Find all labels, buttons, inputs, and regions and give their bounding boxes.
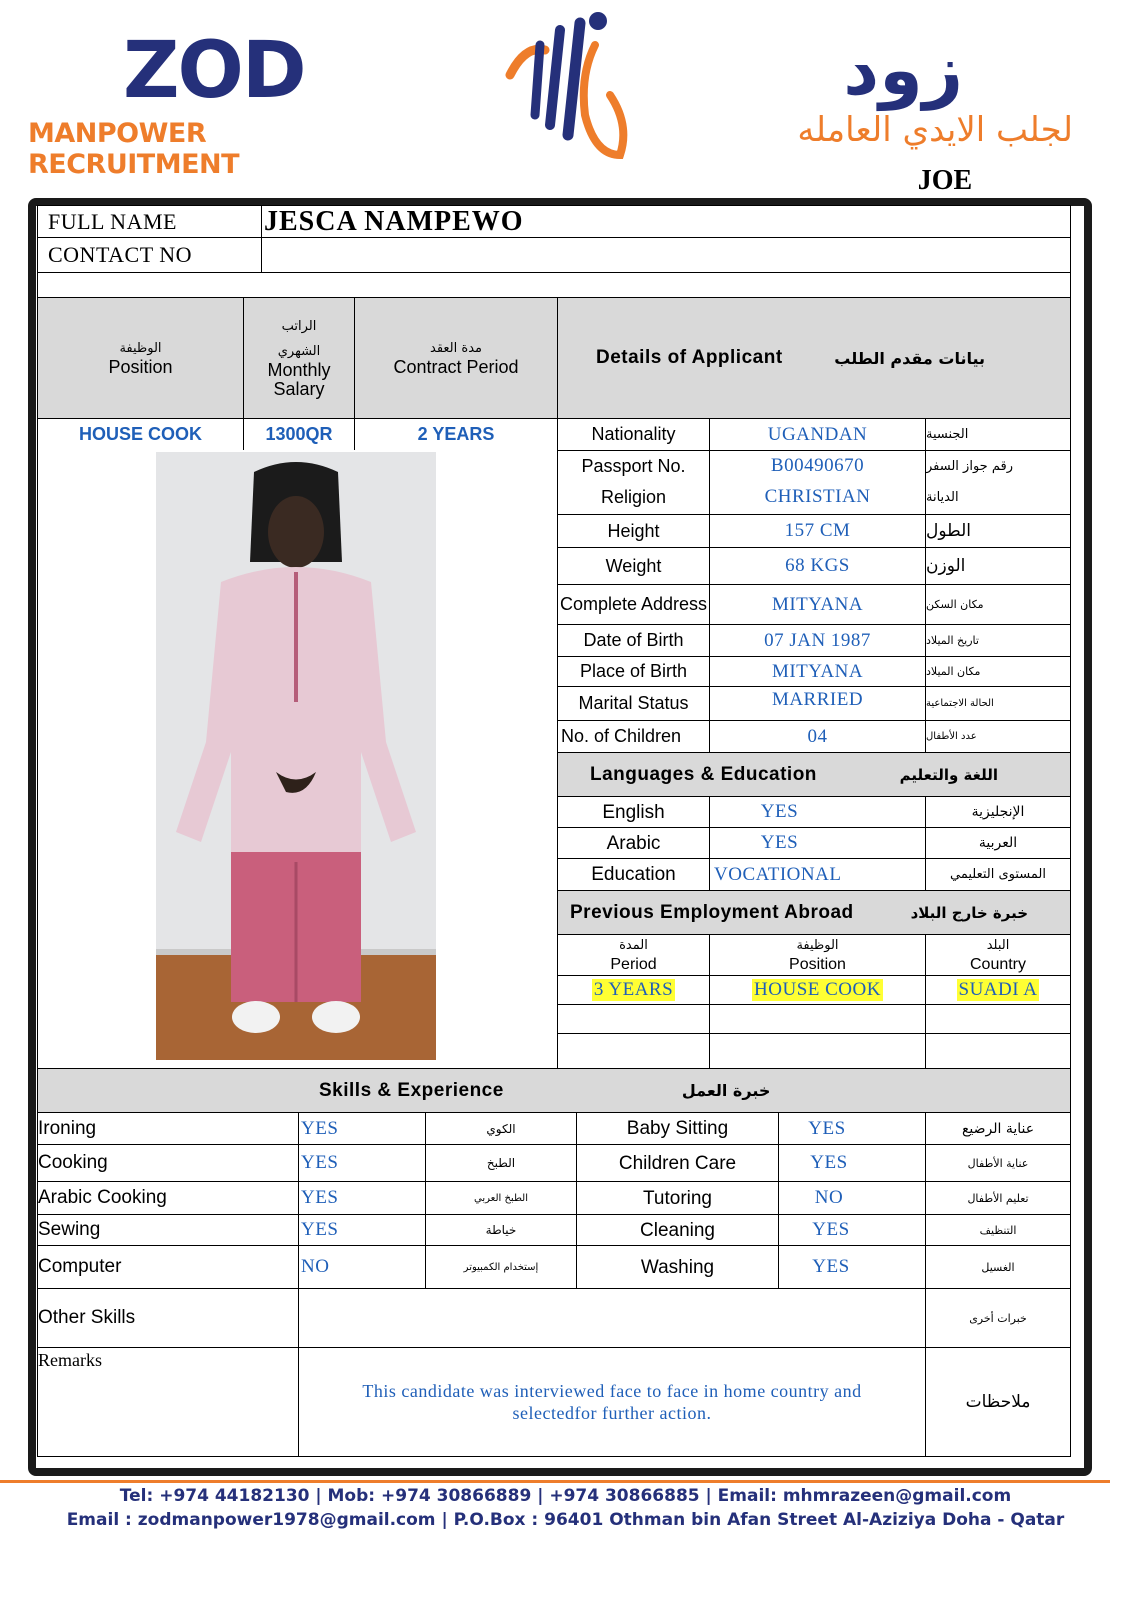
language-row-value: YES xyxy=(709,827,926,859)
details-row-ar: الطول xyxy=(925,514,1071,548)
language-row-ar: الإنجليزية xyxy=(925,796,1071,828)
details-row-label: No. of Children xyxy=(557,720,710,753)
skill-value: YES xyxy=(298,1144,426,1182)
employment-period-text: 3 YEARS xyxy=(593,979,674,1000)
skill-label: Cooking xyxy=(37,1144,299,1182)
details-row-ar: رقم جواز السفر xyxy=(925,450,1071,481)
brand-logo-en xyxy=(28,28,408,180)
skill-ar: الطبخ xyxy=(425,1144,577,1182)
employment-period-ar: المدة xyxy=(619,938,648,953)
details-header xyxy=(557,297,1071,419)
skill-ar: الطبخ العربي xyxy=(425,1181,577,1215)
language-row-label: Arabic xyxy=(557,827,710,859)
skill-value: YES xyxy=(298,1112,426,1145)
skill-label: Ironing xyxy=(37,1112,299,1145)
details-row-ar: مكان الميلاد xyxy=(925,656,1071,687)
employment-country-ar: البلد xyxy=(986,938,1010,953)
agent-code: JOE xyxy=(917,165,973,196)
contract-header xyxy=(354,297,558,419)
salary-header-ar-1: الراتب xyxy=(281,319,317,334)
employment-title-ar: خبرة خارج البلاد xyxy=(910,903,1028,922)
skill-value: NO xyxy=(778,1181,926,1215)
details-row-ar: عدد الأطفال xyxy=(925,720,1071,753)
details-row-ar: الوزن xyxy=(925,547,1071,585)
details-row-ar: تاريخ الميلاد xyxy=(925,624,1071,657)
details-row-value: MARRIED xyxy=(709,686,926,721)
contract-value: 2 YEARS xyxy=(354,418,558,451)
details-row-ar: الديانة xyxy=(925,480,1071,515)
skill-value: YES xyxy=(298,1214,426,1246)
skill-ar: إستخدام الكمبيوتر xyxy=(425,1245,577,1289)
employment-period-en: Period xyxy=(610,956,657,973)
skill-label: Arabic Cooking xyxy=(37,1181,299,1215)
footer-divider xyxy=(0,1480,1110,1483)
details-row-label: Weight xyxy=(557,547,710,585)
details-row-label: Passport No. xyxy=(557,450,710,481)
skill-ar: الغسيل xyxy=(925,1245,1071,1289)
footer-contact xyxy=(0,1484,1131,1532)
other-skills-label: Other Skills xyxy=(37,1288,299,1348)
languages-header xyxy=(557,752,1071,797)
skill-label: Sewing xyxy=(37,1214,299,1246)
applicant-photo-icon xyxy=(156,452,436,1060)
applicant-photo xyxy=(156,452,436,1060)
skill-value: YES xyxy=(778,1214,926,1246)
details-row-value: CHRISTIAN xyxy=(709,480,926,515)
language-row-ar: المستوى التعليمي xyxy=(925,858,1071,891)
skill-ar: خياطة xyxy=(425,1214,577,1246)
details-row-ar: الجنسية xyxy=(925,418,1071,451)
salary-header-en-1: Monthly xyxy=(267,360,331,380)
skill-label: Cleaning xyxy=(576,1214,779,1246)
details-row-value: 07 JAN 1987 xyxy=(709,624,926,657)
skill-ar: تعليم الأطفال xyxy=(925,1181,1071,1215)
language-row-value: VOCATIONAL xyxy=(709,858,926,891)
employment-country-value xyxy=(925,975,1071,1005)
employment-position-header xyxy=(709,934,926,976)
other-skills-value xyxy=(298,1288,926,1348)
salary-header xyxy=(243,297,355,419)
details-row-value: MITYANA xyxy=(709,584,926,625)
footer-line-2: Email : zodmanpower1978@gmail.com | P.O.Box : 96401 Othman bin Afan Street Al-Aziziya Doha - Qatar xyxy=(66,1510,1065,1530)
employment-empty-cell xyxy=(925,1033,1071,1069)
details-row-label: Nationality xyxy=(557,418,710,451)
brand-logo-ar xyxy=(713,30,1073,150)
skill-label: Children Care xyxy=(576,1144,779,1182)
employment-position-ar: الوظيفة xyxy=(796,938,839,953)
employment-period-header xyxy=(557,934,710,976)
employment-title: Previous Employment Abroad xyxy=(570,901,854,923)
skill-value: YES xyxy=(778,1112,926,1145)
language-row-ar: العربية xyxy=(925,827,1071,859)
details-row-value: B00490670 xyxy=(709,450,926,481)
contract-header-ar: مدة العقد xyxy=(430,341,482,356)
skill-label: Baby Sitting xyxy=(576,1112,779,1145)
position-value: HOUSE COOK xyxy=(37,418,244,451)
details-row-value: 157 CM xyxy=(709,514,926,548)
brand-subtitle: MANPOWER RECRUITMENT xyxy=(28,118,240,180)
skill-ar: الكوي xyxy=(425,1112,577,1145)
employment-empty-cell xyxy=(925,1004,1071,1034)
employment-empty-cell xyxy=(709,1033,926,1069)
employment-position-value xyxy=(709,975,926,1005)
employment-position-text: HOUSE COOK xyxy=(754,979,881,1000)
salary-header-en-2: Salary xyxy=(273,379,325,399)
languages-title: Languages & Education xyxy=(590,763,817,785)
details-row-label: Complete Address xyxy=(557,584,710,625)
details-row-value: MITYANA xyxy=(709,656,926,687)
skill-label: Computer xyxy=(37,1245,299,1289)
skill-label: Tutoring xyxy=(576,1181,779,1215)
skill-value: NO xyxy=(298,1245,426,1289)
employment-empty-cell xyxy=(557,1004,710,1034)
employment-country-text: SUADI A xyxy=(958,979,1038,1000)
languages-title-ar: اللغة والتعليم xyxy=(899,765,998,784)
details-row-label: Marital Status xyxy=(557,686,710,721)
details-row-label: Height xyxy=(557,514,710,548)
details-row-value: 04 xyxy=(709,720,926,753)
employment-country-en: Country xyxy=(969,956,1027,973)
skill-value: YES xyxy=(298,1181,426,1215)
contact-label: CONTACT NO xyxy=(37,237,262,273)
contract-header-en: Contract Period xyxy=(393,357,519,377)
employment-header xyxy=(557,890,1071,935)
details-row-label: Place of Birth xyxy=(557,656,710,687)
skill-ar: التنظيف xyxy=(925,1214,1071,1246)
details-row-value: UGANDAN xyxy=(709,418,926,451)
footer-line-1: Tel: +974 44182130 | Mob: +974 30866889 | +974 30866885 | Email: mhmrazeen@gmail.com xyxy=(119,1486,1012,1506)
employment-empty-cell xyxy=(557,1033,710,1069)
skills-title-ar: خبرة العمل xyxy=(681,1081,771,1100)
salary-value: 1300QR xyxy=(243,418,355,451)
skill-ar: عناية الرضيع xyxy=(925,1112,1071,1145)
skills-title: Skills & Experience xyxy=(319,1079,504,1101)
brand-subtitle-ar: لجلب الايدي العامله xyxy=(797,110,1073,150)
brand-name-ar: زود xyxy=(843,29,963,111)
skill-value: YES xyxy=(778,1144,926,1182)
brand-name: ZOD xyxy=(123,26,305,116)
full-name-label: FULL NAME xyxy=(37,205,262,238)
employment-country-header xyxy=(925,934,1071,976)
contact-value xyxy=(261,237,1071,273)
remarks-text: This candidate was interviewed face to face in home country and selectedfor further action. xyxy=(298,1347,926,1457)
details-title: Details of Applicant xyxy=(596,347,783,368)
skills-header xyxy=(37,1068,1071,1113)
language-row-value: YES xyxy=(709,796,926,828)
position-header-en: Position xyxy=(108,357,173,377)
language-row-label: Education xyxy=(557,858,710,891)
details-row-label: Date of Birth xyxy=(557,624,710,657)
logo-mark-icon xyxy=(500,5,640,175)
details-row-ar: مكان السكن xyxy=(925,584,1071,625)
employment-empty-cell xyxy=(709,1004,926,1034)
employment-position-en: Position xyxy=(789,956,846,973)
salary-header-ar-2: الشهري xyxy=(277,344,321,359)
remarks-ar: ملاحظات xyxy=(925,1347,1071,1457)
spacer-row xyxy=(37,272,1071,298)
details-row-label: Religion xyxy=(557,480,710,515)
details-row-ar: الحالة الاجتماعية xyxy=(925,686,1071,721)
details-row-value: 68 KGS xyxy=(709,547,926,585)
language-row-label: English xyxy=(557,796,710,828)
skill-label: Washing xyxy=(576,1245,779,1289)
skill-ar: عناية الأطفال xyxy=(925,1144,1071,1182)
details-title-ar: بيانات مقدم الطلب xyxy=(834,348,985,368)
other-skills-ar: خبرات أخرى xyxy=(925,1288,1071,1348)
position-header-ar: الوظيفة xyxy=(119,341,162,356)
full-name-value: JESCA NAMPEWO xyxy=(261,205,1071,238)
employment-period-value xyxy=(557,975,710,1005)
skill-value: YES xyxy=(778,1245,926,1289)
remarks-label: Remarks xyxy=(37,1347,299,1457)
position-header xyxy=(37,297,244,419)
